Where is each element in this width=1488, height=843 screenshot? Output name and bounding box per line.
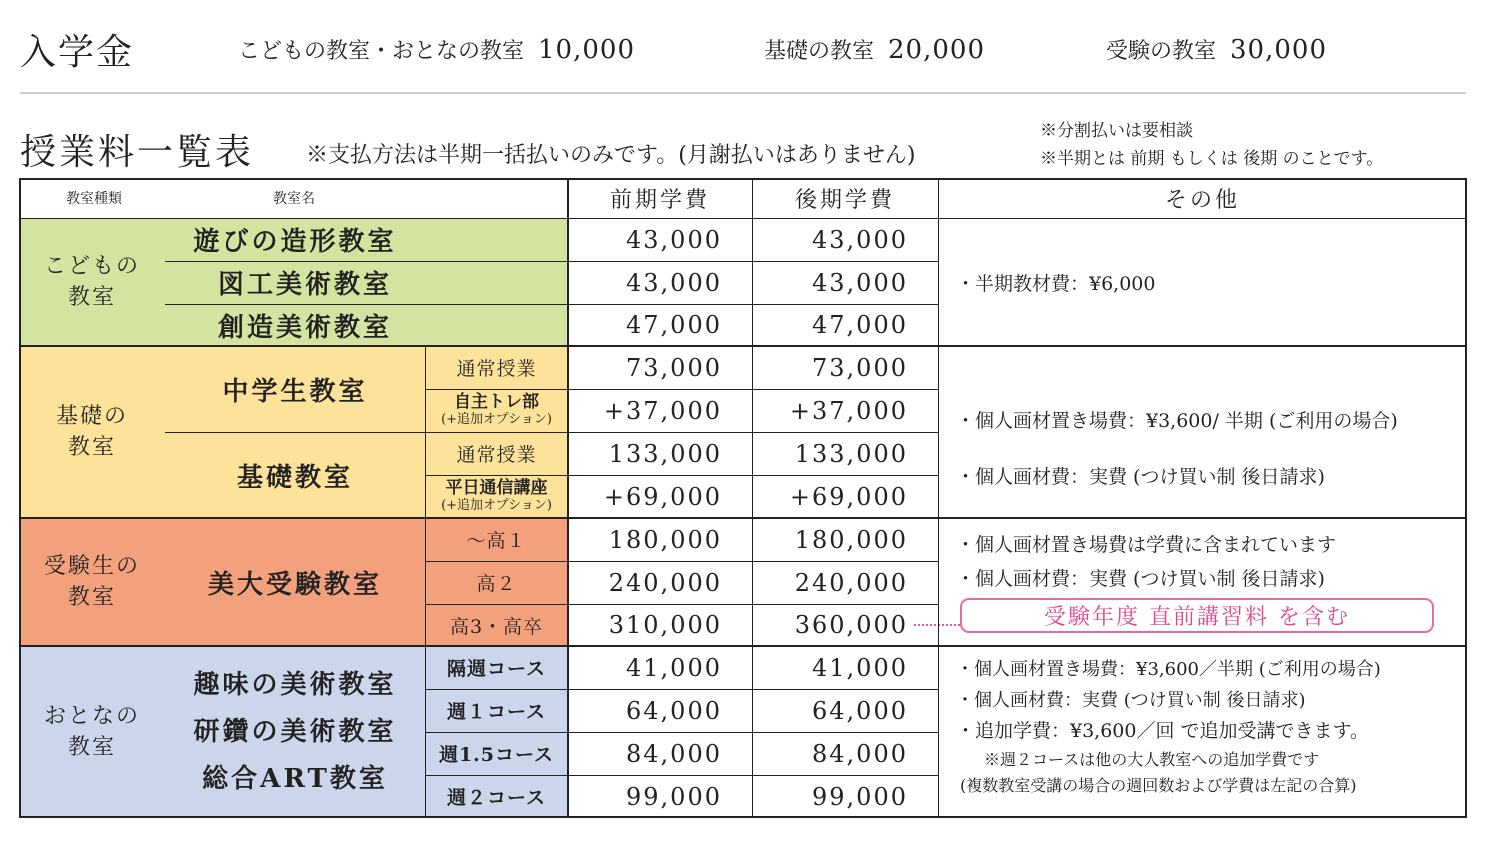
enrollment-amount: 20,000 [888, 35, 985, 65]
first-term-fee: 240,000 [608, 568, 722, 597]
other-line: ・追加学費：¥3,600／回 で追加受講できます。 [956, 720, 1370, 742]
first-term-fee: 47,000 [626, 311, 722, 339]
adult-class-names [165, 646, 425, 818]
highlight-connector [914, 624, 960, 626]
kids-other-info: ・半期教材費：¥6,000 [956, 272, 1156, 295]
second-term-fee: 99,000 [812, 782, 908, 811]
category-line: おとなの [43, 704, 140, 729]
category-line: 教室 [67, 585, 116, 610]
first-term-fee: +69,000 [603, 482, 722, 511]
course-type: 週２コース [446, 787, 547, 809]
course-type [425, 475, 568, 518]
first-term-fee: 43,000 [626, 268, 722, 297]
category-adult [19, 646, 165, 818]
payment-note: ※支払方法は半期一括払いのみです。(月謝払いはありません) [306, 143, 916, 168]
row-divider [425, 475, 938, 476]
class-name: 美大受験教室 [207, 569, 382, 600]
course-type: 隔週コース [446, 658, 547, 680]
category-line: 受験生の [43, 554, 140, 579]
tuition-table [19, 178, 1467, 818]
enrollment-item [1106, 34, 1327, 65]
header-divider [19, 218, 1467, 219]
category-line: 教室 [67, 435, 116, 460]
course-type-label: 平日通信講座 [445, 477, 548, 498]
class-name: 創造美術教室 [217, 312, 392, 343]
first-term-fee: 64,000 [626, 696, 722, 725]
section-divider [19, 517, 1467, 519]
first-term-fee: 133,000 [608, 439, 722, 468]
second-term-fee: 360,000 [794, 611, 908, 639]
second-term-fee: 180,000 [794, 525, 908, 554]
first-term-fee: +37,000 [603, 396, 722, 425]
second-term-fee: +37,000 [789, 396, 908, 425]
course-type: 通常授業 [456, 358, 537, 380]
class-name: 趣味の美術教室 [193, 669, 397, 700]
course-type: 週１コース [446, 701, 547, 723]
course-type: 週1.5コース [438, 744, 555, 766]
other-line: ※週２コースは他の大人教室への追加学費です [984, 750, 1320, 769]
other-line: (複数教室受講の場合の週回数および学費は左記の合算) [960, 776, 1357, 795]
other-line: ・個人画材費：実費 (つけ買い制 後日請求) [956, 466, 1325, 488]
first-term-fee: 310,000 [608, 611, 722, 639]
course-type-note: (+追加オプション) [441, 411, 552, 427]
second-term-fee: 84,000 [812, 739, 908, 768]
column-divider [938, 178, 939, 818]
class-name: 総合ART教室 [202, 763, 388, 794]
other-line: ・個人画材置き場費：¥3,600／半期 (ご利用の場合) [956, 659, 1381, 680]
other-line: ・個人画材置き場費：¥3,600/ 半期 (ご利用の場合) [956, 410, 1398, 432]
section-divider [20, 92, 1466, 94]
category-basic [19, 346, 165, 518]
other-line: ・個人画材置き場費は学費に含まれています [956, 534, 1337, 556]
second-term-fee: 41,000 [812, 653, 908, 682]
table-border-top [19, 178, 1467, 180]
row-divider [425, 604, 938, 605]
second-term-fee: 47,000 [812, 311, 908, 339]
enrollment-amount: 30,000 [1230, 35, 1327, 65]
category-line: 基礎の [55, 404, 128, 429]
half-term-note: ※半期とは 前期 もしくは 後期 のことです。 [1040, 149, 1384, 169]
class-name: 中学生教室 [222, 376, 368, 407]
course-type-note: (+追加オプション) [441, 497, 552, 513]
tuition-title: 授業料一覧表 [20, 132, 255, 173]
row-divider [165, 432, 938, 433]
class-name: 研鑽の美術教室 [193, 716, 397, 747]
exam-highlight-badge: 受験年度 直前講習料 を含む [960, 598, 1434, 633]
row-divider [425, 732, 938, 733]
category-line: 教室 [67, 285, 116, 310]
row-divider [165, 261, 938, 262]
enrollment-item [238, 34, 635, 65]
column-divider [752, 178, 753, 818]
category-line: こどもの [43, 254, 140, 279]
grade-level: 〜高１ [466, 530, 527, 552]
header-class-name: 教室名 [273, 191, 315, 207]
category-exam [19, 518, 165, 646]
column-divider [567, 178, 569, 818]
header-other: その他 [1164, 187, 1240, 213]
installment-note: ※分割払いは要相談 [1040, 121, 1193, 141]
class-name: 基礎教室 [236, 462, 353, 493]
section-divider [19, 645, 1467, 647]
enrollment-item [764, 34, 985, 65]
basic-other-info [956, 393, 1398, 505]
row-divider [425, 775, 938, 776]
enrollment-label: 受験の教室 [1106, 39, 1217, 64]
row-divider [425, 389, 938, 390]
second-term-fee: +69,000 [789, 482, 908, 511]
other-line: ・個人画材費：実費 (つけ買い制 後日請求) [956, 690, 1306, 711]
second-term-fee: 133,000 [794, 439, 908, 468]
enrollment-title: 入学金 [20, 32, 135, 73]
second-term-fee: 43,000 [812, 268, 908, 297]
course-type [425, 389, 568, 432]
table-border-left [19, 178, 21, 818]
row-divider [425, 689, 938, 690]
course-type-label: 自主トレ部 [454, 391, 539, 412]
enrollment-label: 基礎の教室 [764, 39, 875, 64]
row-divider [425, 561, 938, 562]
header-second-term: 後期学費 [794, 187, 895, 213]
second-term-fee: 240,000 [794, 568, 908, 597]
first-term-fee: 84,000 [626, 739, 722, 768]
class-name: 遊びの造形教室 [193, 227, 397, 257]
second-term-fee: 43,000 [812, 225, 908, 254]
grade-level: 高3・高卒 [449, 615, 544, 638]
category-kids [19, 218, 165, 346]
enrollment-amount: 10,000 [538, 35, 635, 65]
category-line: 教室 [67, 735, 116, 760]
other-line: ・個人画材費：実費 (つけ買い制 後日請求) [956, 568, 1325, 590]
table-border-bottom [19, 816, 1467, 818]
course-type: 通常授業 [456, 444, 537, 466]
adult-other-info [956, 654, 1381, 799]
exam-other-info [956, 528, 1336, 596]
first-term-fee: 99,000 [626, 782, 722, 811]
header-category: 教室種類 [66, 191, 122, 207]
first-term-fee: 41,000 [626, 653, 722, 682]
second-term-fee: 64,000 [812, 696, 908, 725]
row-divider [165, 304, 938, 305]
header-first-term: 前期学費 [609, 187, 710, 213]
second-term-fee: 73,000 [812, 353, 908, 382]
first-term-fee: 73,000 [626, 353, 722, 382]
section-divider [19, 345, 1467, 347]
table-border-right [1465, 178, 1467, 818]
first-term-fee: 180,000 [608, 525, 722, 554]
column-divider [425, 346, 426, 818]
first-term-fee: 43,000 [626, 225, 722, 254]
grade-level: 高２ [476, 573, 517, 595]
class-name: 図工美術教室 [217, 270, 392, 300]
enrollment-label: こどもの教室・おとなの教室 [238, 39, 525, 64]
